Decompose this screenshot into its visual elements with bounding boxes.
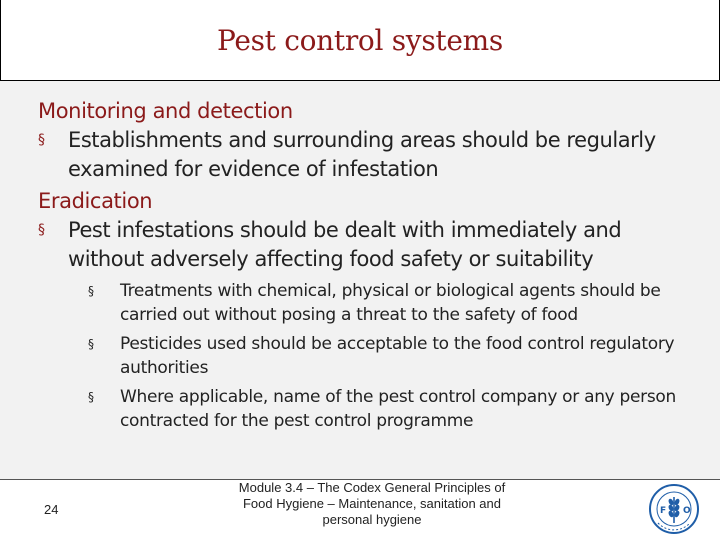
sub-bullet-item <box>38 385 703 433</box>
bullet-text: Establishments and surrounding areas should be regularly examined for evidence of infestation <box>68 128 656 181</box>
sub-bullet-text: Pesticides used should be acceptable to the food control regulatory authorities <box>120 334 675 378</box>
svg-text:F: F <box>660 506 667 516</box>
sub-bullet-icon: § <box>88 390 94 404</box>
sub-bullet-icon: § <box>88 337 94 351</box>
bullet-icon: § <box>38 222 45 238</box>
fao-logo-icon <box>648 483 700 535</box>
sub-bullet-list <box>38 279 703 433</box>
sub-bullet-item <box>38 332 703 380</box>
module-caption: Module 3.4 – The Codex General Principles of Food Hygiene – Maintenance, sanitation and personal hygiene <box>238 480 506 527</box>
bullet-icon: § <box>38 132 45 148</box>
footer <box>0 479 720 541</box>
bullet-text: Pest infestations should be dealt with immediately and without adversely affecting food safety or suitability <box>68 218 622 271</box>
sub-bullet-text: Treatments with chemical, physical or biological agents should be carried out without posing a threat to the safety of food <box>120 281 661 325</box>
svg-text:O: O <box>683 506 691 516</box>
slide-title: Pest control systems <box>217 23 503 57</box>
section-heading-eradication: Eradication <box>38 189 153 213</box>
section-heading-monitoring: Monitoring and detection <box>38 99 293 123</box>
sub-bullet-item <box>38 279 703 327</box>
bullet-item <box>38 126 703 184</box>
page-number: 24 <box>44 502 59 517</box>
slide-content <box>38 96 703 438</box>
bullet-item <box>38 216 703 274</box>
sub-bullet-text: Where applicable, name of the pest control company or any person contracted for the pest control programme <box>120 387 677 431</box>
title-bar <box>0 0 720 81</box>
sub-bullet-icon: § <box>88 284 94 298</box>
